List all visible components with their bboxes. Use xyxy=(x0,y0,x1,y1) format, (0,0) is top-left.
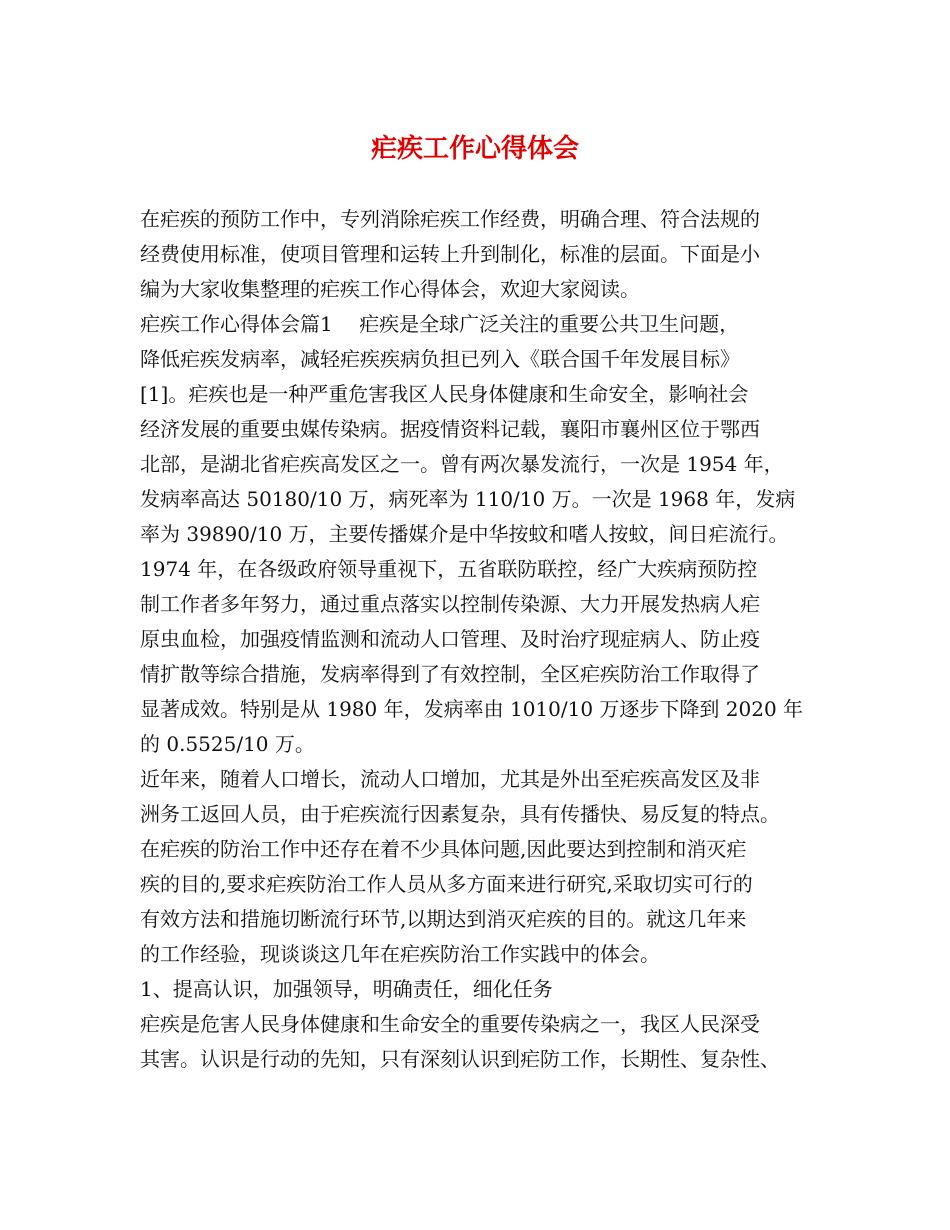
body-text-line: 在疟疾的防治工作中还存在着不少具体问题,因此要达到控制和消灭疟 xyxy=(140,837,747,861)
body-text-line: 情扩散等综合措施，发病率得到了有效控制，全区疟疾防治工作取得了 xyxy=(140,662,760,686)
body-text-line: 有效方法和措施切断流行环节,以期达到消灭疟疾的目的。就这几年来 xyxy=(140,907,747,931)
section-heading: 1、提高认识，加强领导，明确责任，细化任务 xyxy=(140,977,553,1001)
body-text-line: [1]。疟疾也是一种严重危害我区人民身体健康和生命安全，影响社会 xyxy=(140,382,749,406)
body-text-line: 编为大家收集整理的疟疾工作心得体会，欢迎大家阅读。 xyxy=(140,277,640,301)
body-text-line: 1974 年，在各级政府领导重视下，五省联防联控，经广大疾病预防控 xyxy=(140,557,758,581)
body-text-line: 其害。认识是行动的先知，只有深刻认识到疟防工作，长期性、复杂性、 xyxy=(140,1047,780,1071)
body-text-line: 北部，是湖北省疟疾高发区之一。曾有两次暴发流行，一次是 1954 年， xyxy=(140,452,784,476)
body-text-line: 原虫血检，加强疫情监测和流动人口管理、及时治疗现症病人、防止疫 xyxy=(140,627,760,651)
body-text-line: 的 0.5525/10 万。 xyxy=(140,732,315,756)
body-text-line: 率为 39890/10 万，主要传播媒介是中华按蚊和嗜人按蚊，间日疟流行。 xyxy=(140,522,789,546)
body-text-line: 疟疾工作心得体会篇1 疟疾是全球广泛关注的重要公共卫生问题， xyxy=(140,312,740,336)
body-text-line: 近年来，随着人口增长，流动人口增加，尤其是外出至疟疾高发区及非 xyxy=(140,767,760,791)
body-text-line: 发病率高达 50180/10 万，病死率为 110/10 万。一次是 1968 年，发病 xyxy=(140,487,796,511)
body-text-line: 洲务工返回人员，由于疟疾流行因素复杂，具有传播快、易反复的特点。 xyxy=(140,802,780,826)
body-text-line: 的工作经验，现谈谈这几年在疟疾防治工作实践中的体会。 xyxy=(140,942,660,966)
body-text-line: 在疟疾的预防工作中，专列消除疟疾工作经费，明确合理、符合法规的 xyxy=(140,207,760,231)
body-text-line: 降低疟疾发病率，减轻疟疾疾病负担已列入《联合国千年发展目标》 xyxy=(140,347,740,371)
body-text-line: 疾的目的,要求疟疾防治工作人员从多方面来进行研究,采取切实可行的 xyxy=(140,872,753,896)
body-text-line: 显著成效。特别是从 1980 年，发病率由 1010/10 万逐步下降到 2020 年 xyxy=(140,697,804,721)
body-text-line: 经济发展的重要虫媒传染病。据疫情资料记载，襄阳市襄州区位于鄂西 xyxy=(140,417,760,441)
page-title: 疟疾工作心得体会 xyxy=(370,134,579,164)
body-text-line: 制工作者多年努力，通过重点落实以控制传染源、大力开展发热病人疟 xyxy=(140,592,760,616)
body-text-line: 疟疾是危害人民身体健康和生命安全的重要传染病之一，我区人民深受 xyxy=(140,1012,760,1036)
body-text-line: 经费使用标准，使项目管理和运转上升到制化，标准的层面。下面是小 xyxy=(140,242,760,266)
